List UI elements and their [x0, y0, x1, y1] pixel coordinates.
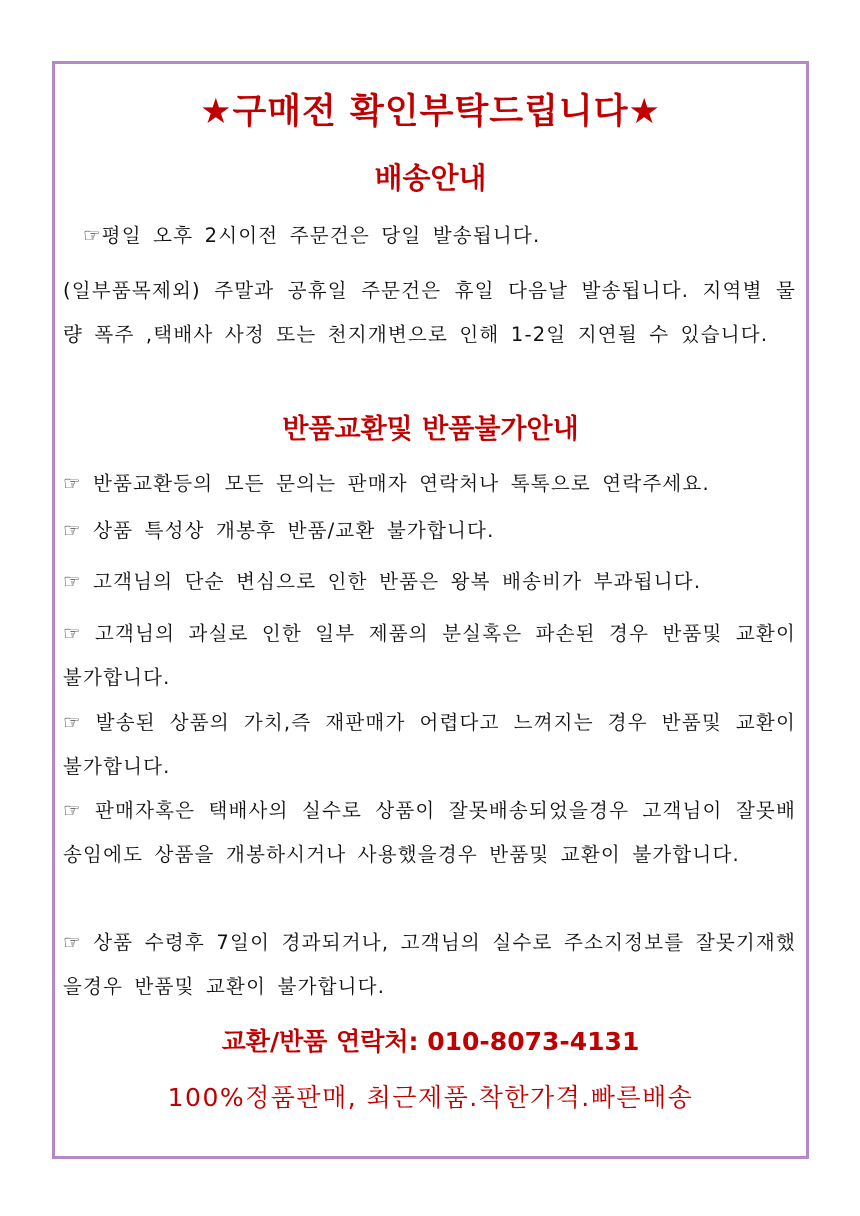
slogan-line: 100%정품판매, 최근제품.착한가격.빠른배송	[167, 1083, 694, 1112]
shipping-line-2: (일부품목제외) 주말과 공휴일 주문건은 휴일 다음날 발송됩니다. 지역별 물량 폭주 ,택배사 사정 또는 천지개변으로 인해 1-2일 지연될 수 있습니다.	[63, 279, 796, 346]
shipping-heading: 배송안내	[374, 161, 487, 195]
main-title: ★구매전 확인부탁드립니다★	[200, 92, 661, 132]
return-line-7: ☞ 상품 수령후 7일이 경과되거나, 고객님의 실수로 주소지정보를 잘못기재했을경우 반품및 교환이 불가합니다.	[63, 931, 796, 998]
return-line-2: ☞ 상품 특성상 개봉후 반품/교환 불가합니다.	[63, 519, 495, 542]
return-line-6: ☞ 판매자혹은 택배사의 실수로 상품이 잘못배송되었을경우 고객님이 잘못배송임에도 상품을 개봉하시거나 사용했을경우 반품및 교환이 불가합니다.	[63, 799, 796, 866]
contact-line: 교환/반품 연락처: 010-8073-4131	[221, 1027, 640, 1056]
return-line-1: ☞ 반품교환등의 모든 문의는 판매자 연락처나 톡톡으로 연락주세요.	[63, 472, 710, 495]
return-line-3: ☞ 고객님의 단순 변심으로 인한 반품은 왕복 배송비가 부과됩니다.	[63, 570, 702, 593]
notice-frame	[52, 61, 809, 1159]
return-heading: 반품교환및 반품불가안내	[282, 414, 579, 445]
shipping-line-1: ☞평일 오후 2시이전 주문건은 당일 발송됩니다.	[83, 224, 541, 247]
return-line-5: ☞ 발송된 상품의 가치,즉 재판매가 어렵다고 느껴지는 경우 반품및 교환이 불가합니다.	[63, 711, 796, 778]
return-line-4: ☞ 고객님의 과실로 인한 일부 제품의 분실혹은 파손된 경우 반품및 교환이 불가합니다.	[63, 622, 796, 689]
